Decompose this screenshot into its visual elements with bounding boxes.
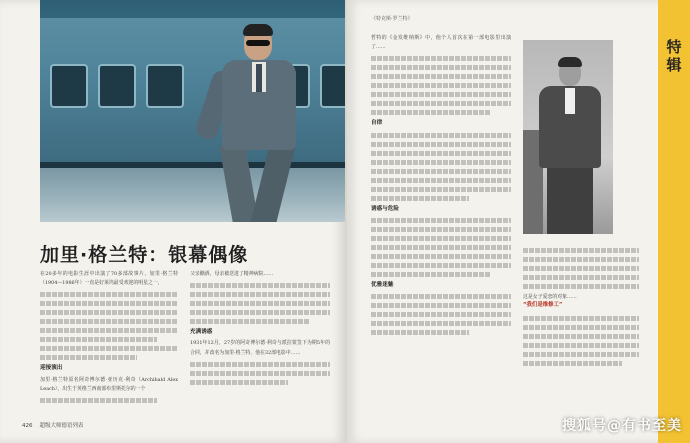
left-column-1 xyxy=(40,270,178,407)
running-head: 《特克斯·罗兰特》 xyxy=(371,16,413,22)
pull-quote-heading: “我们是维修工” xyxy=(523,302,563,308)
watermark: 搜狐号@有书至美 xyxy=(562,418,682,434)
page-number-left xyxy=(22,421,84,429)
col-a-subhead-1: 自律 xyxy=(371,120,383,127)
col-a-lead-text: 哲特的《金发维纳斯》中，他个人首次在第一部电影里出演了…… xyxy=(371,35,511,51)
walking-man-figure xyxy=(198,26,316,222)
section-tab xyxy=(658,0,690,443)
right-page xyxy=(347,0,690,443)
col-b-tail-text: 这是女子爱恋的对象…… xyxy=(523,294,577,300)
col2-tail-text: 1931年12月，27岁的阿奇博尔德·利奇与派拉蒙签下为期5年的合同，并改名为加里·格兰特，他在32部电影中…… xyxy=(190,340,330,356)
right-column-b xyxy=(523,244,639,302)
col-a-subhead-2: 诱惑与危险 xyxy=(371,205,399,212)
article-headline: 加里·格兰特：银幕偶像 xyxy=(40,244,249,266)
folio-title: 超级大师德语列表 xyxy=(39,423,84,429)
right-column-a xyxy=(371,34,511,339)
col1-tail-text: 加里·格兰特原名阿奇博尔德·亚历克·利奇（Archibald Alex Leach），出生于英格兰西南部布里斯托尔的一个 xyxy=(40,376,178,392)
hero-photo-train-platform xyxy=(40,0,346,222)
left-column-2 xyxy=(190,270,330,389)
section-tab-label: 特辑 xyxy=(666,38,682,74)
portrait-photo xyxy=(523,40,613,234)
col1-subhead: 迎接演出 xyxy=(40,365,63,372)
col2-lead-text: 父亲酗酒，母亲被送进了精神病院…… xyxy=(190,271,274,277)
right-column-b-lower xyxy=(523,312,639,370)
col1-lead-text: 在20多年的电影生涯中出演了70多部故事片，加里·格兰特（1904—1986年）一直是好莱坞最受欢迎的明星之一， xyxy=(40,271,178,287)
col-a-subhead-3: 优雅迷魅 xyxy=(371,281,394,288)
folio-number: 426 xyxy=(22,423,33,429)
col2-subhead: 充满诱惑 xyxy=(190,329,213,336)
